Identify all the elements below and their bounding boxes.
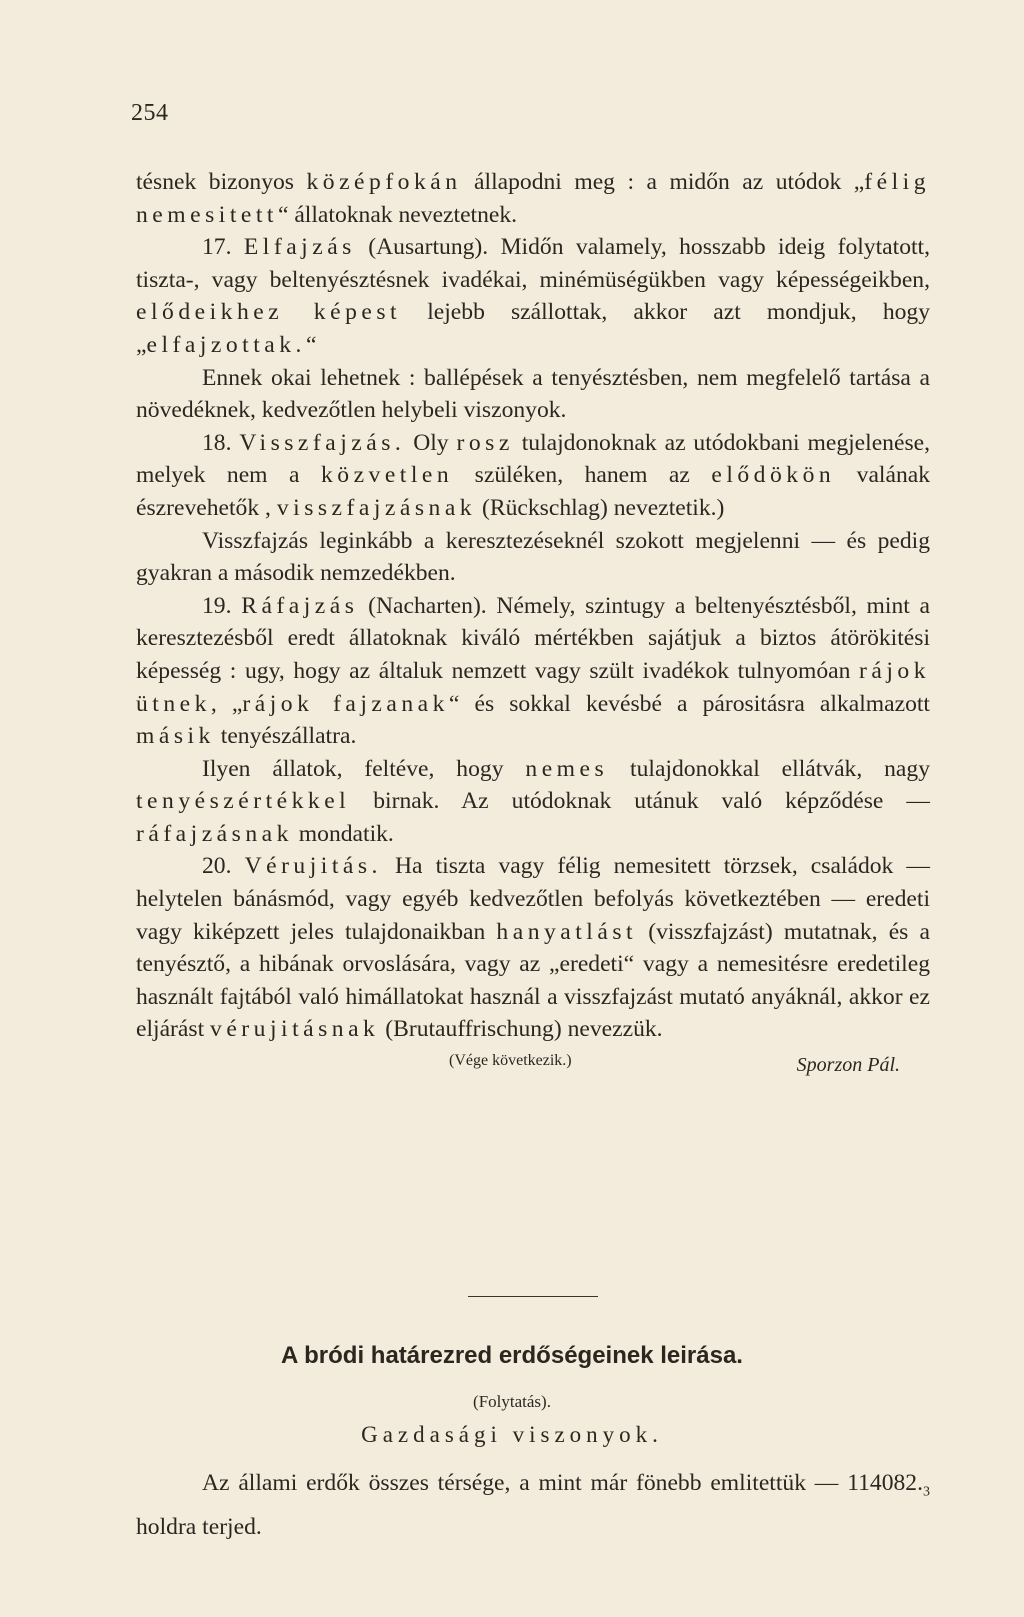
text-run: (Ausartung). Midőn valamely, hosszabb ideig folytatott, tiszta-, vagy beltenyésztésnek ivadékai, minémüségükben vagy képességeikben, xyxy=(136,234,930,293)
text-run: Oly xyxy=(405,429,457,456)
author-signature: Sporzon Pál. xyxy=(796,1054,900,1077)
paragraph xyxy=(136,590,930,753)
continued-note: (Vége következik.) xyxy=(449,1052,572,1070)
emphasized-text: elődökön xyxy=(711,462,836,489)
emphasized-text: Elfajzás xyxy=(243,234,356,261)
emphasized-text: Vérujitás. xyxy=(244,853,382,880)
closing-end: holdra terjed. xyxy=(136,1513,262,1540)
text-run: 17. xyxy=(202,234,244,261)
paragraph xyxy=(136,166,930,231)
text-run: tulajdonoknak az utódokbani megjelenése, melyek nem a xyxy=(136,429,930,489)
emphasized-text: hanyatlást xyxy=(496,918,638,945)
closing-paragraph xyxy=(136,1466,930,1544)
emphasized-text: rosz xyxy=(456,429,514,456)
emphasized-text: közvetlen xyxy=(320,462,454,489)
emphasized-text: tenyészértékkel xyxy=(136,788,351,815)
section-heading: Gazdasági viszonyok. xyxy=(361,1422,663,1447)
text-run: állapodni meg : a midőn az utódok „ xyxy=(461,169,865,195)
text-run: (visszfajzást) mutatnak, és a tenyésztő, a hibának orvoslására, vagy az „eredeti“ vagy a nemesitésre eredetileg használt fajtából való himállatokat használ a visszfajzást mutató anyáknál, akkor ez eljárást xyxy=(136,918,930,1043)
closing-subscript: 3 xyxy=(923,1484,930,1500)
body-text xyxy=(136,166,930,1080)
text-run: Ennek okai lehetnek : ballépések a tenyésztésben, nem megfelelő tartása a növedéknek, kedvezőtlen helybeli viszonyok. xyxy=(136,364,930,424)
text-run: lejebb szállottak, akkor azt mondjuk, hogy „ xyxy=(136,299,931,358)
text-run: szüléken, hanem az xyxy=(453,462,712,489)
emphasized-text: Ráfajzás xyxy=(241,592,359,619)
paragraph xyxy=(136,362,930,427)
text-run: tulajdonokkal ellátvák, nagy xyxy=(608,755,930,782)
emphasized-text: elődeikhez képest xyxy=(136,299,402,326)
article-title: A bródi határezred erdőségeinek leirása. xyxy=(281,1342,743,1369)
article-subtitle: (Folytatás). xyxy=(473,1392,551,1411)
emphasized-text: elfajzottak. xyxy=(146,331,306,358)
emphasized-text: nemes xyxy=(525,755,609,782)
paragraph xyxy=(136,427,930,525)
closing-text: Az állami erdők összes térsége, a mint már fönebb emlitettük — 114082. xyxy=(202,1470,923,1496)
text-run: 19. xyxy=(202,592,242,619)
paragraph xyxy=(136,231,930,361)
text-run: tésnek bizonyos xyxy=(136,169,307,195)
page-number: 254 xyxy=(131,100,169,126)
emphasized-text: rájok ütnek xyxy=(136,657,930,717)
text-run: birnak. Az utódoknak utánuk való képződése — xyxy=(350,788,930,815)
text-run: (Brutauffrischung) nevezzük. xyxy=(379,1016,663,1043)
text-run: Visszfajzás leginkább a keresztezéseknél szokott megjelenni — és pedig gyakran a második nemzedékben. xyxy=(136,527,930,587)
emphasized-text: középfokán xyxy=(306,169,462,195)
emphasized-text: félig nemesitett xyxy=(136,169,931,228)
emphasized-text: visszfajzásnak xyxy=(276,494,477,521)
text-run: 20. xyxy=(202,853,245,880)
text-run: , „ xyxy=(210,690,243,717)
text-run: mondatik. xyxy=(292,820,394,847)
text-run: valának észrevehetők , xyxy=(136,462,931,521)
emphasized-text: vérujitásnak xyxy=(210,1016,380,1043)
text-run: Ha tiszta vagy félig nemesitett törzsek, családok — helytelen bánásmód, vagy egyéb kedvezőtlen befolyás következtében — eredeti vagy kiképzett jeles tulajdonaikban xyxy=(136,853,930,945)
text-run: (Nacharten). Némely, szintugy a beltenyésztésből, mint a keresztezésből eredt állatoknak kiváló mértékben sajátjuk a biztos átörökitési képesség : ugy, hogy az általuk nemzett vagy szült ivadékok tulnyomóan xyxy=(136,592,931,684)
signature-line xyxy=(136,1046,930,1080)
paragraph xyxy=(136,753,930,851)
text-run: 18. xyxy=(202,429,240,456)
emphasized-text: Visszfajzás. xyxy=(239,429,406,456)
emphasized-text: másik xyxy=(136,723,215,750)
text-run: “ xyxy=(305,331,317,358)
paragraph xyxy=(136,525,930,590)
paragraph xyxy=(136,1466,930,1544)
text-run: (Rückschlag) neveztetik.) xyxy=(476,494,725,521)
text-run: tenyészállatra. xyxy=(214,723,357,750)
emphasized-text: ráfajzásnak xyxy=(136,820,293,847)
emphasized-text: rájok fajzanak xyxy=(242,690,449,717)
text-run: “ állatoknak neveztetnek. xyxy=(277,201,518,228)
paragraph xyxy=(136,850,930,1046)
text-run: “ és sokkal kevésbé a párositásra alkalmazott xyxy=(448,690,930,717)
section-divider xyxy=(468,1296,598,1297)
text-run: Ilyen állatok, feltéve, hogy xyxy=(202,755,526,782)
